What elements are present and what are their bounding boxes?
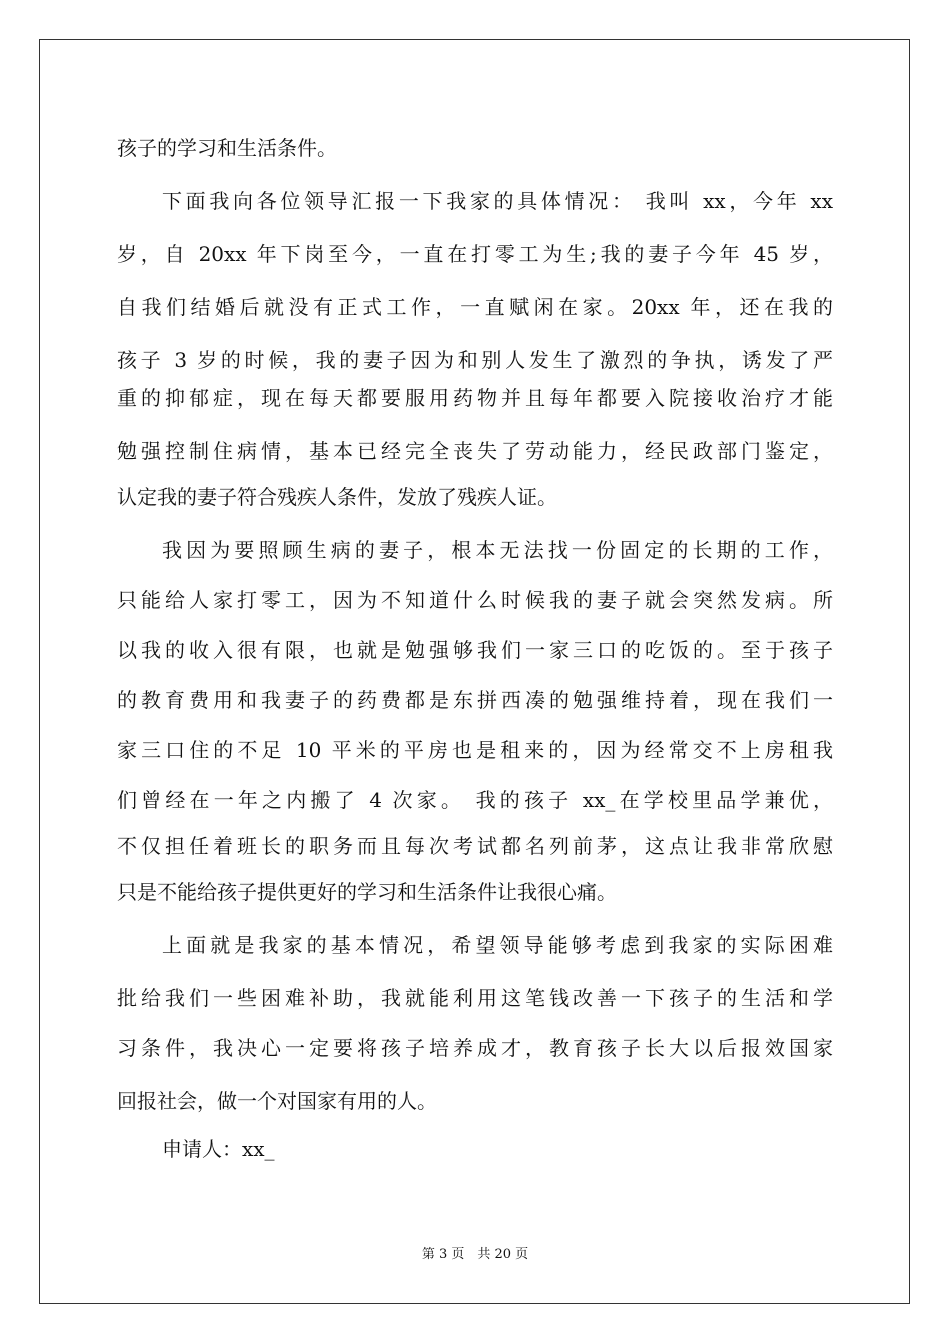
text-line: 上面就是我家的基本情况，希望领导能够考虑到我家的实际困难 (162, 933, 833, 957)
text-line: 重的抑郁症，现在每天都要服用药物并且每年都要入院接收治疗才能 (117, 386, 833, 410)
text-line: 只是不能给孩子提供更好的学习和生活条件让我很心痛。 (117, 880, 617, 904)
text-line: 以我的收入很有限，也就是勉强够我们一家三口的吃饭的。至于孩子 (117, 638, 833, 662)
text-line: 我因为要照顾生病的妻子，根本无法找一份固定的长期的工作， (162, 538, 833, 562)
text-line: 认定我的妻子符合残疾人条件，发放了残疾人证。 (117, 485, 557, 509)
text-line: 下面我向各位领导汇报一下我家的具体情况： 我叫 xx，今年 xx (162, 189, 833, 213)
page-number: 第 3 页 共 20 页 (421, 1247, 529, 1262)
text-line: 勉强控制住病情，基本已经完全丧失了劳动能力，经民政部门鉴定， (117, 439, 833, 463)
text-line: 的教育费用和我妻子的药费都是东拼西凑的勉强维持着，现在我们一 (117, 688, 833, 712)
text-line: 自我们结婚后就没有正式工作，一直赋闲在家。20xx 年，还在我的 (117, 295, 833, 319)
text-line: 岁，自 20xx 年下岗至今，一直在打零工为生;我的妻子今年 45 岁， (117, 242, 833, 266)
text-line: 孩子 3 岁的时候，我的妻子因为和别人发生了激烈的争执，诱发了严 (117, 348, 833, 372)
text-line: 家三口住的不足 10 平米的平房也是租来的，因为经常交不上房租我 (117, 738, 833, 762)
text-line: 不仅担任着班长的职务而且每次考试都名列前茅，这点让我非常欣慰 (117, 834, 833, 858)
text-line: 们曾经在一年之内搬了 4 次家。 我的孩子 xx_在学校里品学兼优， (117, 788, 833, 812)
text-line: 回报社会，做一个对国家有用的人。 (117, 1089, 437, 1113)
text-line: 批给我们一些困难补助，我就能利用这笔钱改善一下孩子的生活和学 (117, 986, 833, 1010)
applicant-signature-line: 申请人：xx_ (162, 1137, 275, 1161)
text-line: 只能给人家打零工，因为不知道什么时候我的妻子就会突然发病。所 (117, 588, 833, 612)
text-line: 习条件，我决心一定要将孩子培养成才，教育孩子长大以后报效国家 (117, 1036, 833, 1060)
text-line: 孩子的学习和生活条件。 (117, 136, 337, 160)
